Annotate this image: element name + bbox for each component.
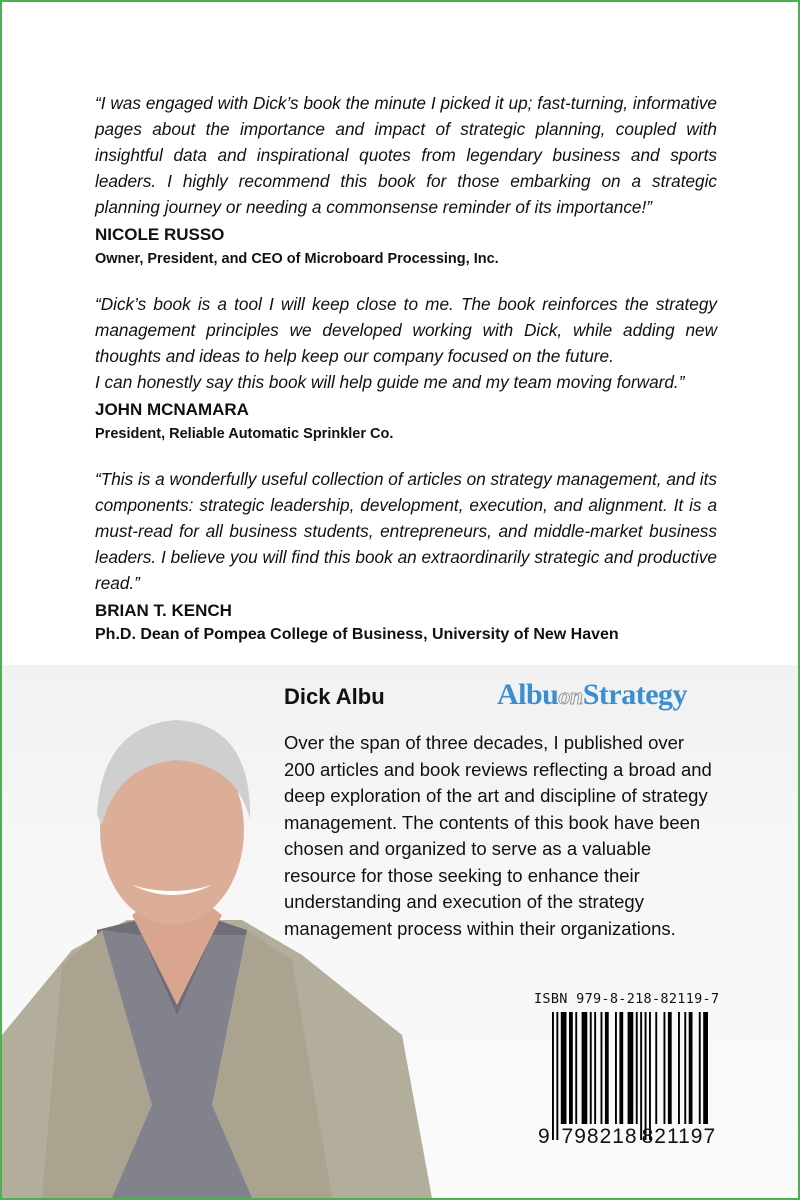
barcode-bar <box>649 1012 651 1140</box>
barcode-prefix: 9 <box>538 1125 550 1148</box>
testimonial <box>95 90 717 269</box>
barcode-bar <box>582 1012 588 1124</box>
barcode-bar <box>605 1012 609 1124</box>
testimonial <box>95 291 717 444</box>
testimonial-quote-continued: I can honestly say this book will help guide me and my team moving forward.” <box>95 372 685 392</box>
barcode-bar <box>561 1012 567 1124</box>
barcode-bar <box>699 1012 701 1124</box>
barcode-bar <box>668 1012 672 1124</box>
barcode-bar <box>575 1012 577 1124</box>
barcode-bar <box>678 1012 680 1124</box>
barcode-bar <box>615 1012 617 1124</box>
testimonial-title: President, Reliable Automatic Sprinkler Co. <box>95 426 394 442</box>
barcode-bar <box>601 1012 603 1124</box>
barcode-bar <box>664 1012 666 1124</box>
barcode-bar <box>703 1012 708 1124</box>
barcode-bar <box>655 1012 657 1124</box>
barcode-bar <box>619 1012 623 1124</box>
barcode-right-digits: 821197 <box>641 1125 717 1148</box>
testimonial-title: Owner, President, and CEO of Microboard Processing, Inc. <box>95 251 499 267</box>
author-bio: Over the span of three decades, I published over 200 articles and book reviews reflecting a broad and deep exploration of the art and discipline of strategy management. The contents of this book have been chosen and organized to serve as a valuable resource for those seeking to enhance their understanding and execution of the strategy management process within their organizations. <box>284 732 712 939</box>
barcode-number <box>538 1125 716 1149</box>
testimonial-quote: “Dick’s book is a tool I will keep close to me. The book reinforces the strategy management principles we developed working with Dick, while adding new thoughts and ideas to help keep our company focused on the future. <box>95 294 717 366</box>
logo-part: on <box>558 684 583 710</box>
testimonials <box>95 90 717 667</box>
barcode-bar <box>569 1012 573 1124</box>
barcode-bar <box>689 1012 693 1124</box>
barcode-left-digits: 798218 <box>561 1125 638 1148</box>
testimonial-quote: “This is a wonderfully useful collection of articles on strategy management, and its components: strategic leadership, development, execution, and alignment. It is a must-read for all business students, entrepreneurs, and middle-market business leaders. I believe you will find this book an extraordinarily strategic and productive read.” <box>95 469 717 593</box>
barcode-bar <box>628 1012 634 1124</box>
logo-part: Strategy <box>582 678 688 711</box>
barcode-bar <box>636 1012 638 1124</box>
barcode-bar <box>640 1012 642 1140</box>
barcode-bar <box>594 1012 596 1124</box>
testimonial-quote: “I was engaged with Dick’s book the minute I picked it up; fast-turning, informative pages about the importance and impact of strategic planning, coupled with insightful data and inspirational quotes from legendary business and sports leaders. I highly recommend this book for those embarking on a strategic planning journey or needing a commonsense reminder of its importance!” <box>95 93 717 217</box>
testimonial-name: NICOLE RUSSO <box>95 225 225 244</box>
albu-on-strategy-logo <box>497 678 687 712</box>
isbn-label: ISBN 979-8-218-82119-7 <box>534 991 720 1007</box>
logo-part: Albu <box>497 678 559 711</box>
barcode-bar <box>552 1012 554 1140</box>
barcode <box>548 1012 708 1142</box>
barcode-bar <box>684 1012 686 1124</box>
testimonial-name: JOHN MCNAMARA <box>95 400 249 419</box>
testimonial-name: BRIAN T. KENCH <box>95 601 232 620</box>
testimonial <box>95 466 717 645</box>
barcode-bar <box>645 1012 647 1140</box>
barcode-bar <box>556 1012 558 1140</box>
author-name: Dick Albu <box>284 684 385 709</box>
barcode-bar <box>590 1012 592 1124</box>
testimonial-title: Ph.D. Dean of Pompea College of Business, University of New Haven <box>95 626 619 643</box>
